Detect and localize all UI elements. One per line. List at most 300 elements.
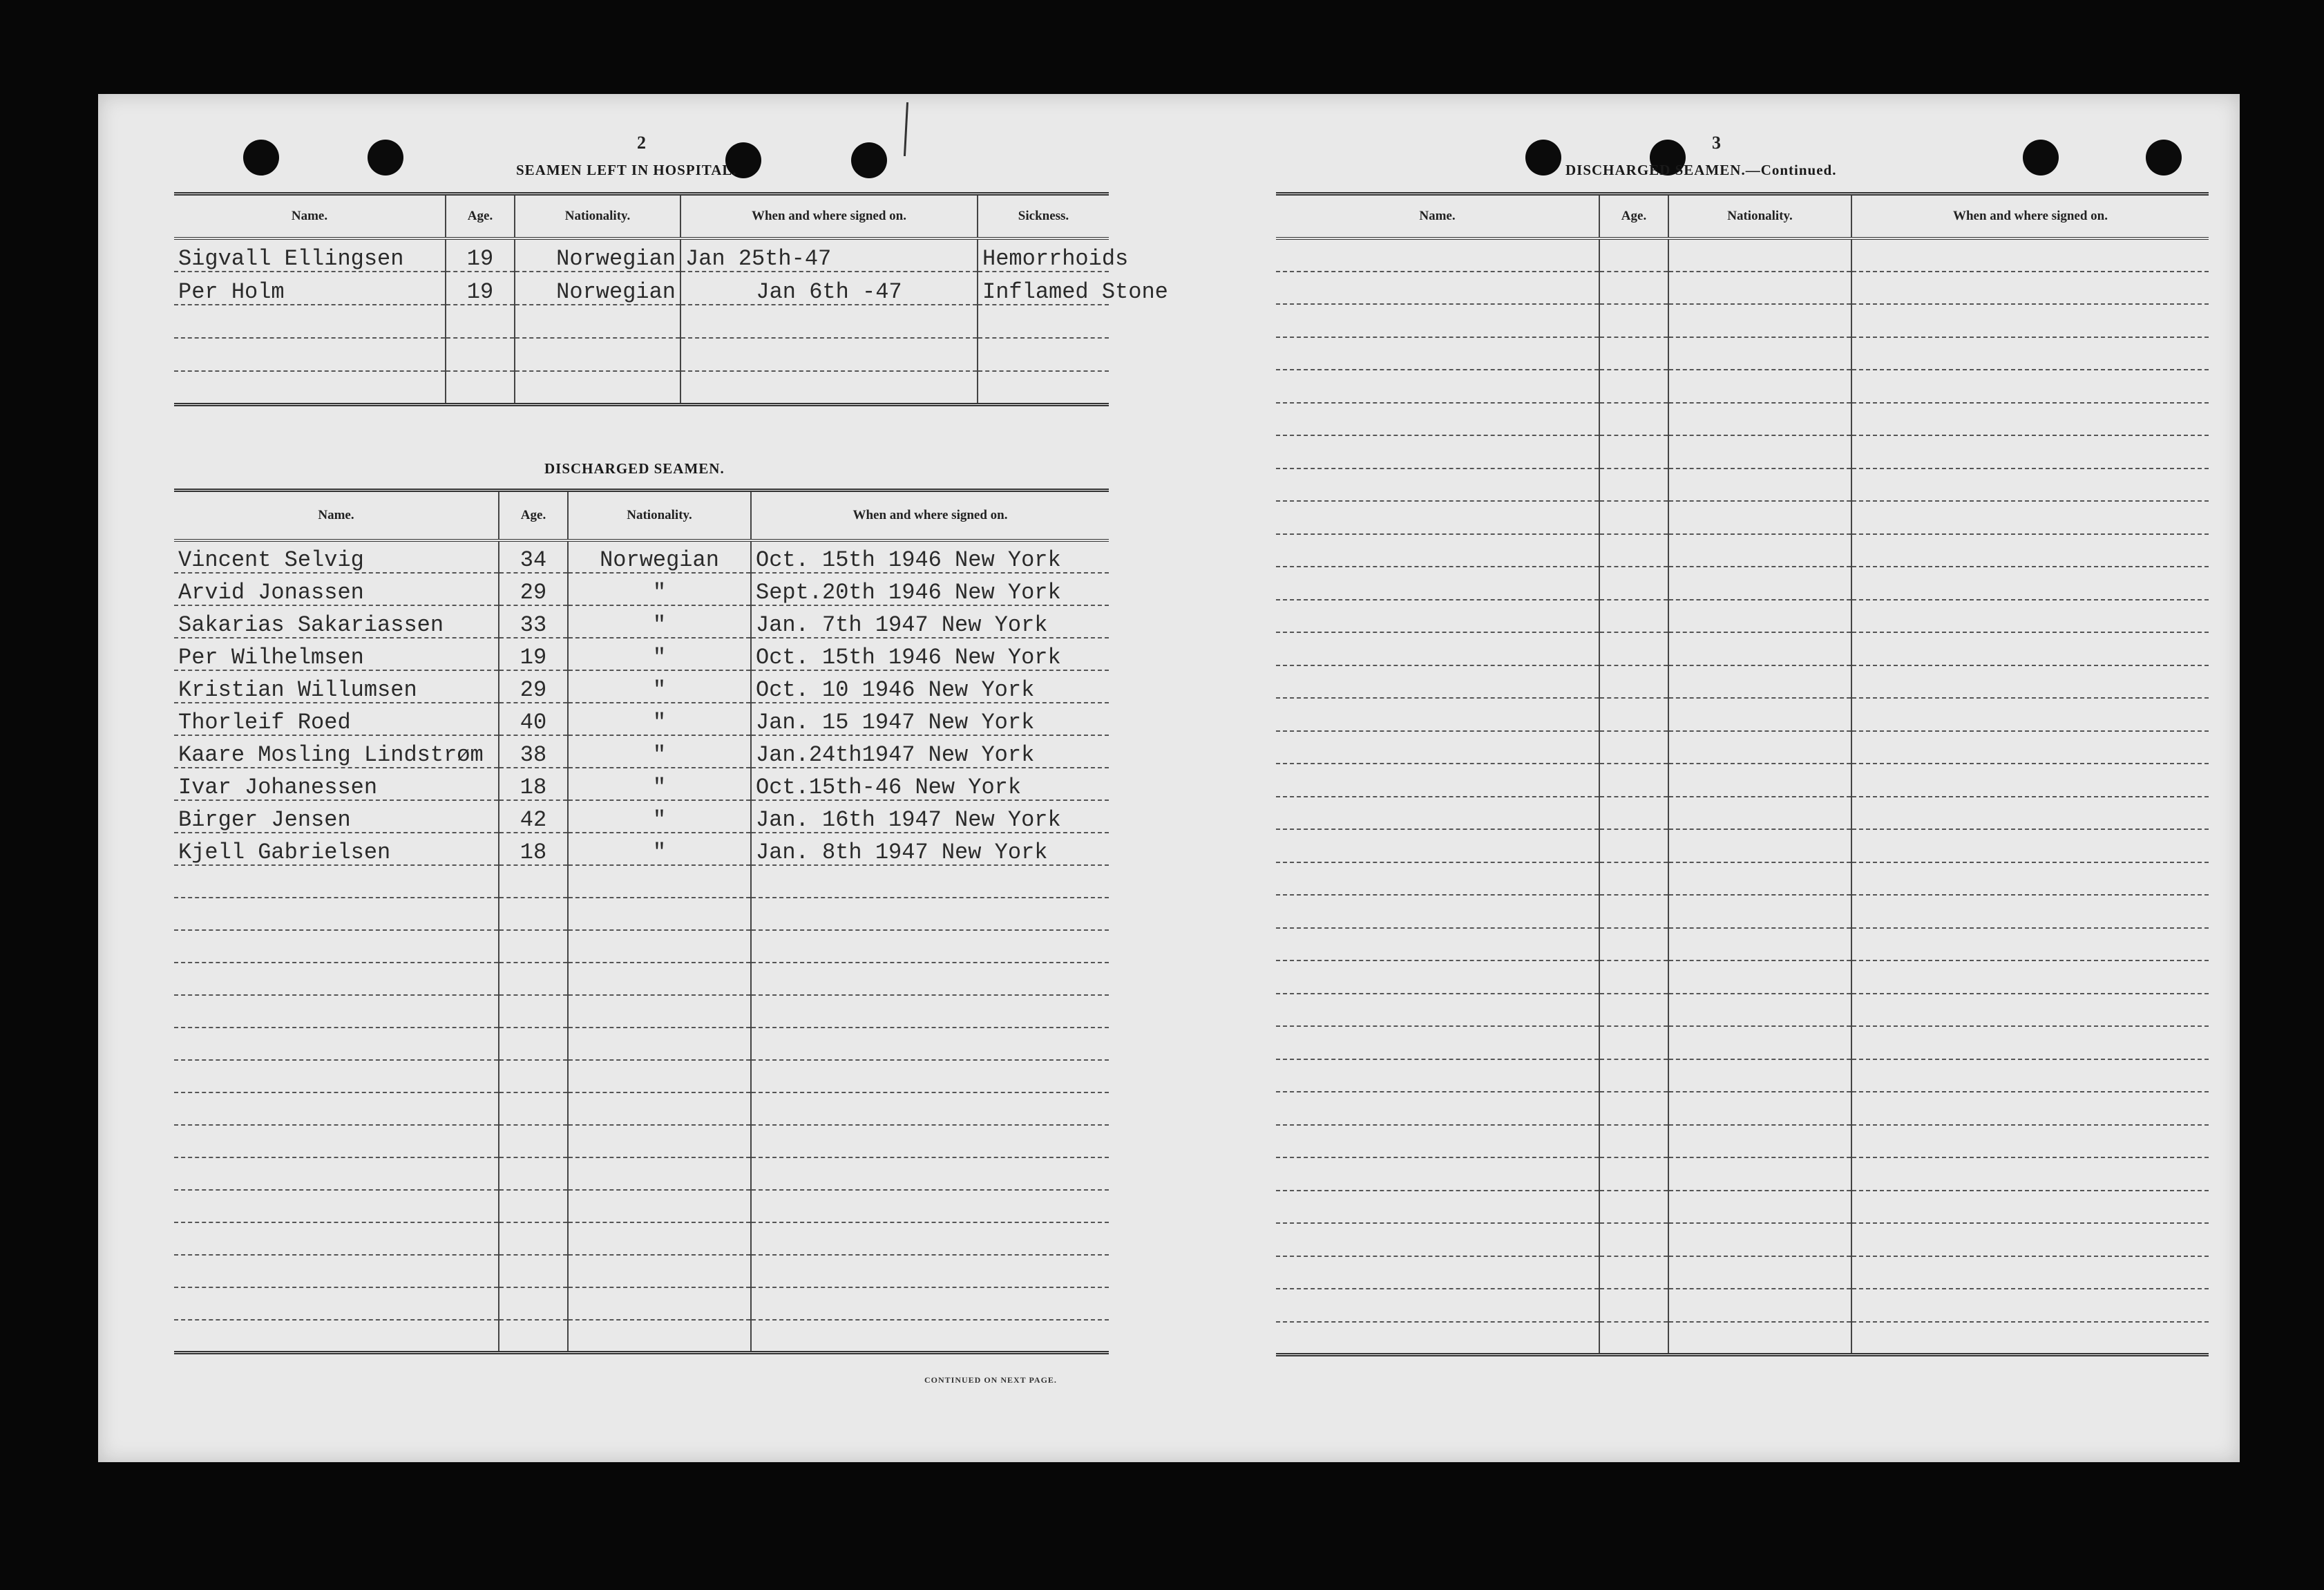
blank-cell (568, 1222, 751, 1255)
blank-cell (1276, 632, 1599, 665)
blank-cell (174, 1028, 499, 1060)
table-row (1276, 501, 2209, 534)
blank-cell (1276, 764, 1599, 797)
blank-cell (1851, 829, 2209, 862)
discharged-section-title: DISCHARGED SEAMEN. (544, 460, 725, 477)
blank-cell (1276, 862, 1599, 896)
signed-on: Jan. 15 1947 New York (751, 703, 1109, 735)
blank-cell (1599, 1092, 1668, 1125)
blank-cell (1668, 337, 1851, 370)
blank-cell (1599, 829, 1668, 862)
blank-cell (174, 1320, 499, 1352)
seaman-nationality: " (568, 768, 751, 800)
discharged-continued-title: DISCHARGED SEAMEN.—Continued. (1565, 162, 1837, 178)
blank-cell (174, 865, 499, 898)
blank-cell (1851, 600, 2209, 633)
blank-cell (1851, 1026, 2209, 1059)
blank-cell (568, 1028, 751, 1060)
column-header-sickness: Sickness. (978, 194, 1109, 239)
blank-cell (1599, 304, 1668, 337)
table-row (174, 1287, 1109, 1320)
seaman-name: Kristian Willumsen (174, 670, 499, 703)
blank-cell (1276, 337, 1599, 370)
blank-cell (1276, 600, 1599, 633)
table-row (174, 305, 1109, 338)
page-number: 3 (1712, 133, 1721, 153)
blank-cell (1668, 1322, 1851, 1355)
blank-cell (1599, 632, 1668, 665)
seaman-age: 19 (446, 238, 515, 272)
blank-cell (499, 1287, 568, 1320)
blank-cell (1276, 1322, 1599, 1355)
seaman-age: 18 (499, 833, 568, 865)
blank-cell (751, 930, 1109, 963)
sickness: Inflamed Stone (978, 272, 1109, 305)
blank-cell (174, 1125, 499, 1157)
table-row (1276, 895, 2209, 928)
column-header-signed-on: When and where signed on. (680, 194, 978, 239)
blank-cell (1276, 534, 1599, 567)
table-row (174, 1092, 1109, 1125)
blank-cell (1668, 469, 1851, 502)
blank-cell (1599, 272, 1668, 305)
blank-cell (568, 898, 751, 930)
blank-cell (1668, 1223, 1851, 1256)
column-header-age: Age. (446, 194, 515, 239)
blank-cell (1668, 1092, 1851, 1125)
signed-on: Jan 6th -47 (680, 272, 978, 305)
blank-cell (1851, 895, 2209, 928)
blank-cell (1668, 960, 1851, 994)
table-row (174, 1125, 1109, 1157)
blank-cell (174, 1255, 499, 1287)
table-row (174, 605, 1109, 638)
blank-cell (1851, 994, 2209, 1027)
blank-cell (751, 1255, 1109, 1287)
blank-cell (174, 963, 499, 995)
column-header-signed-on: When and where signed on. (1851, 194, 2209, 239)
seaman-nationality: " (568, 703, 751, 735)
table-row (174, 238, 1109, 272)
blank-cell (499, 1255, 568, 1287)
signed-on: Oct.15th-46 New York (751, 768, 1109, 800)
blank-cell (1668, 370, 1851, 403)
blank-cell (174, 930, 499, 963)
blank-cell (1276, 698, 1599, 731)
blank-cell (499, 1190, 568, 1222)
table-row (1276, 698, 2209, 731)
blank-cell (1276, 403, 1599, 436)
column-header-name: Name. (1276, 194, 1599, 239)
table-row (1276, 238, 2209, 272)
seaman-nationality: Norwegian (515, 238, 680, 272)
blank-cell (1668, 994, 1851, 1027)
blank-cell (1276, 1157, 1599, 1191)
hospital-section-title: SEAMEN LEFT IN HOSPITAL. (516, 162, 737, 178)
table-row (1276, 304, 2209, 337)
blank-cell (568, 1255, 751, 1287)
blank-cell (499, 1222, 568, 1255)
blank-cell (1599, 403, 1668, 436)
blank-cell (751, 1222, 1109, 1255)
blank-cell (1599, 1059, 1668, 1092)
blank-cell (751, 1287, 1109, 1320)
table-row (1276, 1157, 2209, 1191)
table-row (174, 670, 1109, 703)
blank-cell (751, 865, 1109, 898)
discharged-continued-table (1276, 192, 2209, 1356)
blank-cell (1599, 797, 1668, 830)
table-row (1276, 928, 2209, 961)
discharged-header-row (174, 491, 1109, 541)
table-row (1276, 337, 2209, 370)
table-row (1276, 370, 2209, 403)
blank-cell (1599, 567, 1668, 600)
blank-cell (1276, 469, 1599, 502)
seaman-age: 29 (499, 573, 568, 605)
blank-cell (1276, 1092, 1599, 1125)
blank-cell (1599, 960, 1668, 994)
blank-cell (1668, 600, 1851, 633)
table-row (1276, 567, 2209, 600)
blank-cell (1668, 1289, 1851, 1322)
blank-cell (1851, 272, 2209, 305)
blank-cell (1276, 928, 1599, 961)
blank-cell (1599, 895, 1668, 928)
blank-cell (1668, 895, 1851, 928)
table-row (1276, 862, 2209, 896)
blank-cell (499, 995, 568, 1028)
blank-cell (1276, 895, 1599, 928)
blank-cell (1599, 1026, 1668, 1059)
seaman-age: 33 (499, 605, 568, 638)
blank-cell (751, 1028, 1109, 1060)
blank-cell (568, 1320, 751, 1352)
seaman-age: 19 (446, 272, 515, 305)
signed-on: Sept.20th 1946 New York (751, 573, 1109, 605)
seaman-nationality: " (568, 735, 751, 768)
punch-hole (368, 140, 403, 176)
blank-cell (1599, 1223, 1668, 1256)
blank-cell (1851, 337, 2209, 370)
blank-cell (1668, 632, 1851, 665)
blank-cell (1276, 1289, 1599, 1322)
blank-cell (1276, 501, 1599, 534)
blank-cell (174, 995, 499, 1028)
seaman-nationality: " (568, 800, 751, 833)
blank-cell (499, 963, 568, 995)
punch-hole (2146, 140, 2182, 176)
table-row (174, 1255, 1109, 1287)
table-row (1276, 1289, 2209, 1322)
blank-cell (1851, 797, 2209, 830)
blank-cell (568, 930, 751, 963)
blank-cell (1851, 960, 2209, 994)
blank-cell (1668, 1256, 1851, 1289)
table-row (1276, 1125, 2209, 1158)
blank-cell (499, 1320, 568, 1352)
blank-cell (1276, 304, 1599, 337)
seaman-name: Kaare Mosling Lindstrøm (174, 735, 499, 768)
table-row (1276, 632, 2209, 665)
blank-cell (499, 1125, 568, 1157)
table-row (174, 768, 1109, 800)
table-row (174, 1028, 1109, 1060)
blank-cell (1851, 731, 2209, 764)
seaman-age: 34 (499, 540, 568, 573)
signed-on: Jan. 8th 1947 New York (751, 833, 1109, 865)
blank-cell (568, 995, 751, 1028)
blank-cell (1599, 435, 1668, 469)
seaman-name: Vincent Selvig (174, 540, 499, 573)
signed-on: Oct. 15th 1946 New York (751, 638, 1109, 670)
blank-cell (499, 1060, 568, 1092)
blank-cell (1599, 862, 1668, 896)
blank-cell (1851, 501, 2209, 534)
blank-cell (1851, 370, 2209, 403)
blank-cell (174, 1060, 499, 1092)
blank-cell (1851, 534, 2209, 567)
column-header-name: Name. (174, 194, 446, 239)
blank-cell (1276, 960, 1599, 994)
scanned-sheet (98, 94, 2240, 1462)
blank-cell (1276, 797, 1599, 830)
table-row (1276, 960, 2209, 994)
discharged-body (174, 540, 1109, 1352)
right-page (1176, 94, 2240, 1462)
blank-cell (751, 898, 1109, 930)
blank-cell (1599, 1289, 1668, 1322)
blank-cell (1851, 304, 2209, 337)
blank-cell (1276, 1026, 1599, 1059)
blank-cell (1668, 797, 1851, 830)
blank-cell (1851, 1092, 2209, 1125)
table-row (1276, 994, 2209, 1027)
table-row (174, 638, 1109, 670)
seaman-age: 18 (499, 768, 568, 800)
table-row (174, 930, 1109, 963)
seaman-nationality: " (568, 638, 751, 670)
seaman-name: Per Holm (174, 272, 446, 305)
column-header-nationality: Nationality. (1668, 194, 1851, 239)
blank-cell (1851, 665, 2209, 699)
blank-cell (1276, 731, 1599, 764)
blank-cell (1599, 600, 1668, 633)
blank-cell (1599, 698, 1668, 731)
blank-cell (1851, 1256, 2209, 1289)
blank-cell (1599, 501, 1668, 534)
sickness: Hemorrhoids (978, 238, 1109, 272)
continued-body (1276, 238, 2209, 1354)
blank-cell (1276, 829, 1599, 862)
column-header-age: Age. (499, 491, 568, 541)
blank-cell (1276, 1125, 1599, 1158)
blank-cell (1599, 469, 1668, 502)
blank-cell (1599, 370, 1668, 403)
table-row (174, 540, 1109, 573)
blank-cell (1599, 337, 1668, 370)
blank-cell (1276, 1191, 1599, 1224)
pen-mark (904, 102, 908, 156)
blank-cell (1851, 764, 2209, 797)
blank-cell (499, 1028, 568, 1060)
blank-cell (1851, 1157, 2209, 1191)
blank-cell (751, 1157, 1109, 1190)
blank-cell (568, 1060, 751, 1092)
blank-cell (1851, 469, 2209, 502)
blank-cell (499, 898, 568, 930)
blank-cell (1599, 665, 1668, 699)
seaman-name: Kjell Gabrielsen (174, 833, 499, 865)
hospital-header-row (174, 194, 1109, 239)
table-row (174, 1222, 1109, 1255)
seaman-nationality: " (568, 833, 751, 865)
blank-cell (1276, 994, 1599, 1027)
table-row (1276, 665, 2209, 699)
blank-cell (1851, 1289, 2209, 1322)
blank-cell (1851, 698, 2209, 731)
table-row (1276, 1223, 2209, 1256)
blank-cell (174, 898, 499, 930)
blank-cell (1276, 238, 1599, 272)
seaman-age: 42 (499, 800, 568, 833)
blank-cell (1276, 567, 1599, 600)
blank-cell (1668, 928, 1851, 961)
punch-hole (2023, 140, 2059, 176)
blank-cell (1851, 1059, 2209, 1092)
hospital-table (174, 192, 1168, 406)
blank-cell (1599, 928, 1668, 961)
seaman-age: 38 (499, 735, 568, 768)
blank-cell (568, 865, 751, 898)
blank-cell (568, 1287, 751, 1320)
table-row (174, 272, 1109, 305)
blank-cell (1599, 764, 1668, 797)
blank-cell (1851, 567, 2209, 600)
table-row (1276, 829, 2209, 862)
blank-cell (1668, 731, 1851, 764)
table-row (1276, 797, 2209, 830)
blank-cell (1668, 304, 1851, 337)
table-row (1276, 1059, 2209, 1092)
blank-cell (1668, 829, 1851, 862)
blank-cell (1599, 534, 1668, 567)
blank-cell (1668, 501, 1851, 534)
blank-cell (1668, 665, 1851, 699)
blank-cell (1668, 272, 1851, 305)
blank-cell (1599, 1157, 1668, 1191)
seaman-nationality: Norwegian (568, 540, 751, 573)
blank-cell (1668, 534, 1851, 567)
blank-cell (751, 963, 1109, 995)
blank-cell (174, 1190, 499, 1222)
signed-on: Jan 25th-47 (680, 238, 978, 272)
blank-cell (1668, 238, 1851, 272)
blank-cell (751, 1125, 1109, 1157)
blank-cell (1599, 1191, 1668, 1224)
table-row (1276, 272, 2209, 305)
blank-cell (1851, 862, 2209, 896)
table-row (174, 1060, 1109, 1092)
table-row (174, 1190, 1109, 1222)
blank-cell (568, 1190, 751, 1222)
blank-cell (1599, 238, 1668, 272)
blank-cell (499, 930, 568, 963)
seaman-name: Ivar Johanessen (174, 768, 499, 800)
blank-cell (1599, 731, 1668, 764)
blank-cell (1851, 238, 2209, 272)
blank-cell (751, 1060, 1109, 1092)
blank-cell (174, 1092, 499, 1125)
table-row (1276, 1092, 2209, 1125)
seaman-name: Sakarias Sakariassen (174, 605, 499, 638)
table-row (1276, 764, 2209, 797)
seaman-name: Arvid Jonassen (174, 573, 499, 605)
table-row (174, 735, 1109, 768)
table-row (1276, 1191, 2209, 1224)
blank-cell (568, 1125, 751, 1157)
blank-cell (1668, 862, 1851, 896)
signed-on: Oct. 10 1946 New York (751, 670, 1109, 703)
blank-cell (1276, 1256, 1599, 1289)
blank-cell (1668, 1026, 1851, 1059)
blank-cell (1851, 1125, 2209, 1158)
blank-cell (1276, 435, 1599, 469)
punch-hole (243, 140, 279, 176)
seaman-name: Birger Jensen (174, 800, 499, 833)
page-number: 2 (637, 133, 646, 153)
seaman-name: Sigvall Ellingsen (174, 238, 446, 272)
blank-cell (1599, 1322, 1668, 1355)
blank-cell (1851, 928, 2209, 961)
blank-cell (1668, 698, 1851, 731)
blank-cell (1276, 272, 1599, 305)
blank-cell (1276, 1223, 1599, 1256)
seaman-age: 40 (499, 703, 568, 735)
continued-header-row (1276, 194, 2209, 239)
blank-cell (1668, 1059, 1851, 1092)
blank-cell (1851, 435, 2209, 469)
blank-cell (1599, 1256, 1668, 1289)
blank-cell (499, 1157, 568, 1190)
table-row (174, 1157, 1109, 1190)
table-row (174, 865, 1109, 898)
table-row (1276, 600, 2209, 633)
blank-cell (751, 1190, 1109, 1222)
table-row (1276, 435, 2209, 469)
table-row (1276, 1256, 2209, 1289)
table-row (174, 371, 1109, 404)
seaman-age: 19 (499, 638, 568, 670)
table-row (1276, 534, 2209, 567)
column-header-nationality: Nationality. (515, 194, 680, 239)
signed-on: Jan.24th1947 New York (751, 735, 1109, 768)
continued-note: CONTINUED ON NEXT PAGE. (924, 1375, 1057, 1385)
blank-cell (1668, 1125, 1851, 1158)
table-row (1276, 403, 2209, 436)
signed-on: Jan. 16th 1947 New York (751, 800, 1109, 833)
blank-cell (1276, 665, 1599, 699)
blank-cell (499, 865, 568, 898)
blank-cell (174, 1157, 499, 1190)
table-row (1276, 469, 2209, 502)
left-page (98, 94, 1176, 1462)
blank-cell (1851, 1223, 2209, 1256)
blank-cell (1668, 435, 1851, 469)
blank-cell (1668, 403, 1851, 436)
table-row (174, 833, 1109, 865)
blank-cell (568, 1092, 751, 1125)
